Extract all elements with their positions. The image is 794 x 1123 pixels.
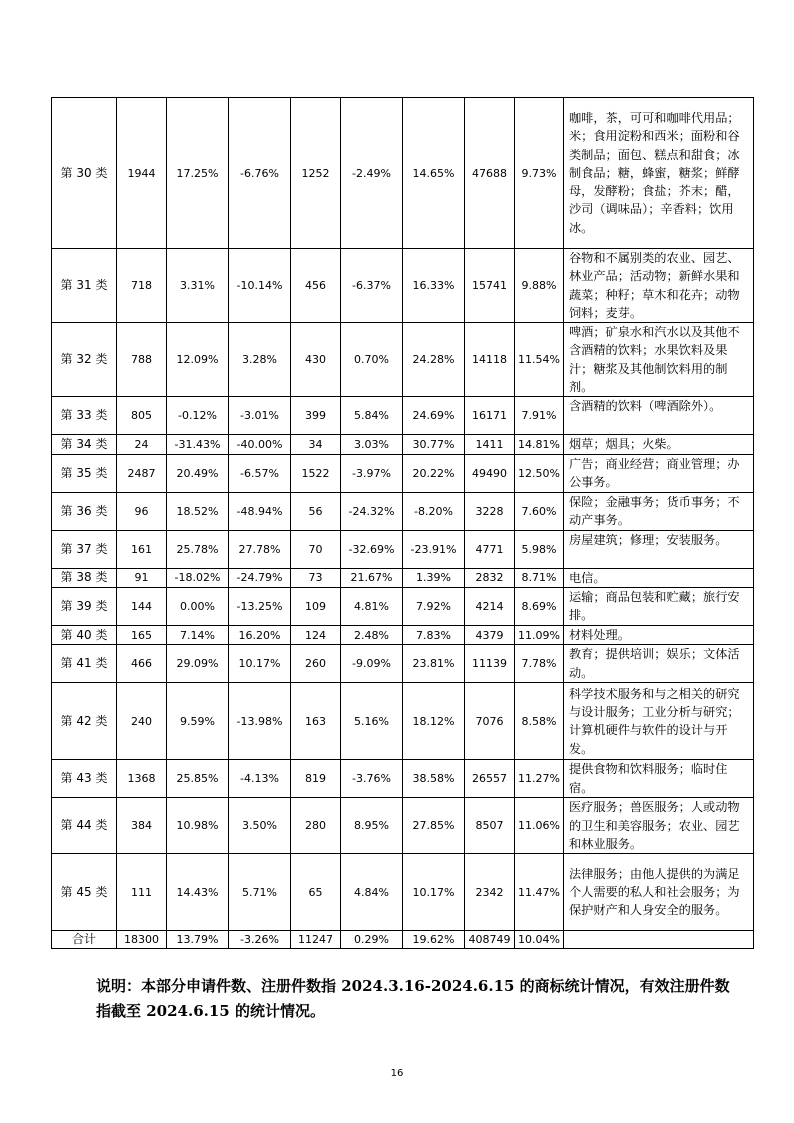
table-row — [52, 530, 754, 568]
valid-share-cell: 11.27% — [515, 760, 564, 798]
registrations-cell: 163 — [291, 683, 341, 760]
change-cell: 27.78% — [229, 530, 291, 568]
statistics-table — [51, 97, 754, 949]
growth-cell: 24.69% — [403, 397, 465, 435]
description-cell: 咖啡，茶，可可和咖啡代用品；米；食用淀粉和西米；面粉和谷类制品；面包、糕点和甜食；冰制食品；糖，蜂蜜，糖浆；鲜酵母，发酵粉；食盐；芥末；醋，沙司（调味品）；辛香料；饮用冰。 — [564, 98, 754, 249]
class-cell: 第 36 类 — [52, 492, 117, 530]
total-change: -3.26% — [229, 931, 291, 949]
description-cell: 房屋建筑；修理；安装服务。 — [564, 530, 754, 568]
description-cell: 运输；商品包装和贮藏；旅行安排。 — [564, 587, 754, 625]
page-number: 16 — [390, 1068, 404, 1079]
reg-change-cell: -24.32% — [341, 492, 403, 530]
share-cell: 9.59% — [167, 683, 229, 760]
reg-change-cell: 3.03% — [341, 435, 403, 454]
valid-registrations-cell: 47688 — [465, 98, 515, 249]
registrations-cell: 1522 — [291, 454, 341, 492]
growth-cell: -8.20% — [403, 492, 465, 530]
share-cell: 7.14% — [167, 625, 229, 644]
valid-registrations-cell: 14118 — [465, 323, 515, 397]
valid-registrations-cell: 11139 — [465, 645, 515, 683]
change-cell: -13.98% — [229, 683, 291, 760]
share-cell: 17.25% — [167, 98, 229, 249]
valid-registrations-cell: 7076 — [465, 683, 515, 760]
share-cell: 18.52% — [167, 492, 229, 530]
class-cell: 第 31 类 — [52, 249, 117, 323]
total-applications: 18300 — [117, 931, 167, 949]
valid-share-cell: 11.47% — [515, 854, 564, 931]
reg-change-cell: 8.95% — [341, 798, 403, 854]
applications-cell: 144 — [117, 587, 167, 625]
growth-cell: 24.28% — [403, 323, 465, 397]
valid-share-cell: 11.09% — [515, 625, 564, 644]
valid-registrations-cell: 4771 — [465, 530, 515, 568]
applications-cell: 240 — [117, 683, 167, 760]
total-valid-share: 10.04% — [515, 931, 564, 949]
growth-cell: -23.91% — [403, 530, 465, 568]
valid-registrations-cell: 4214 — [465, 587, 515, 625]
class-cell: 第 37 类 — [52, 530, 117, 568]
class-cell: 第 38 类 — [52, 568, 117, 587]
table-row — [52, 625, 754, 644]
reg-change-cell: 21.67% — [341, 568, 403, 587]
share-cell: 0.00% — [167, 587, 229, 625]
class-cell: 第 33 类 — [52, 397, 117, 435]
growth-cell: 30.77% — [403, 435, 465, 454]
reg-change-cell: -2.49% — [341, 98, 403, 249]
reg-change-cell: -9.09% — [341, 645, 403, 683]
growth-cell: 20.22% — [403, 454, 465, 492]
applications-cell: 2487 — [117, 454, 167, 492]
valid-share-cell: 8.58% — [515, 683, 564, 760]
change-cell: -13.25% — [229, 587, 291, 625]
growth-cell: 1.39% — [403, 568, 465, 587]
table-row — [52, 249, 754, 323]
valid-share-cell: 9.73% — [515, 98, 564, 249]
registrations-cell: 70 — [291, 530, 341, 568]
growth-cell: 27.85% — [403, 798, 465, 854]
table-row — [52, 492, 754, 530]
change-cell: 3.28% — [229, 323, 291, 397]
description-cell: 科学技术服务和与之相关的研究与设计服务；工业分析与研究；计算机硬件与软件的设计与开发。 — [564, 683, 754, 760]
table-row — [52, 435, 754, 454]
applications-cell: 384 — [117, 798, 167, 854]
table-row — [52, 798, 754, 854]
growth-cell: 23.81% — [403, 645, 465, 683]
change-cell: -40.00% — [229, 435, 291, 454]
growth-cell: 7.83% — [403, 625, 465, 644]
reg-change-cell: 5.84% — [341, 397, 403, 435]
valid-registrations-cell: 26557 — [465, 760, 515, 798]
class-cell: 第 45 类 — [52, 854, 117, 931]
reg-change-cell: 4.81% — [341, 587, 403, 625]
description-cell: 提供食物和饮料服务；临时住宿。 — [564, 760, 754, 798]
reg-change-cell: -32.69% — [341, 530, 403, 568]
description-cell: 医疗服务；兽医服务；人或动物的卫生和美容服务；农业、园艺和林业服务。 — [564, 798, 754, 854]
share-cell: -31.43% — [167, 435, 229, 454]
growth-cell: 7.92% — [403, 587, 465, 625]
growth-cell: 10.17% — [403, 854, 465, 931]
registrations-cell: 56 — [291, 492, 341, 530]
description-cell: 谷物和不属别类的农业、园艺、林业产品；活动物；新鲜水果和蔬菜；种籽；草木和花卉；动物饲料；麦芽。 — [564, 249, 754, 323]
valid-registrations-cell: 3228 — [465, 492, 515, 530]
applications-cell: 111 — [117, 854, 167, 931]
share-cell: 29.09% — [167, 645, 229, 683]
change-cell: 16.20% — [229, 625, 291, 644]
applications-cell: 96 — [117, 492, 167, 530]
total-valid-registrations: 408749 — [465, 931, 515, 949]
description-cell: 电信。 — [564, 568, 754, 587]
reg-change-cell: 5.16% — [341, 683, 403, 760]
share-cell: 14.43% — [167, 854, 229, 931]
valid-registrations-cell: 2342 — [465, 854, 515, 931]
valid-share-cell: 11.54% — [515, 323, 564, 397]
registrations-cell: 819 — [291, 760, 341, 798]
valid-share-cell: 8.69% — [515, 587, 564, 625]
table-row — [52, 323, 754, 397]
valid-registrations-cell: 1411 — [465, 435, 515, 454]
explanatory-note: 说明：本部分申请件数、注册件数指 2024.3.16-2024.6.15 的商标统计情况，有效注册件数指截至 2024.6.15 的统计情况。 — [96, 977, 730, 1020]
applications-cell: 161 — [117, 530, 167, 568]
applications-cell: 91 — [117, 568, 167, 587]
reg-change-cell: 2.48% — [341, 625, 403, 644]
change-cell: 10.17% — [229, 645, 291, 683]
class-cell: 第 32 类 — [52, 323, 117, 397]
valid-share-cell: 7.60% — [515, 492, 564, 530]
total-reg-change: 0.29% — [341, 931, 403, 949]
registrations-cell: 34 — [291, 435, 341, 454]
valid-registrations-cell: 2832 — [465, 568, 515, 587]
registrations-cell: 109 — [291, 587, 341, 625]
registrations-cell: 73 — [291, 568, 341, 587]
class-cell: 第 42 类 — [52, 683, 117, 760]
reg-change-cell: 4.84% — [341, 854, 403, 931]
registrations-cell: 1252 — [291, 98, 341, 249]
description-cell: 烟草；烟具；火柴。 — [564, 435, 754, 454]
share-cell: 10.98% — [167, 798, 229, 854]
description-cell: 啤酒；矿泉水和汽水以及其他不含酒精的饮料；水果饮料及果汁；糖浆及其他制饮料用的制剂。 — [564, 323, 754, 397]
table-row — [52, 568, 754, 587]
reg-change-cell: 0.70% — [341, 323, 403, 397]
share-cell: 3.31% — [167, 249, 229, 323]
class-cell: 第 35 类 — [52, 454, 117, 492]
table-row — [52, 760, 754, 798]
table-row — [52, 98, 754, 249]
applications-cell: 718 — [117, 249, 167, 323]
valid-share-cell: 11.06% — [515, 798, 564, 854]
growth-cell: 16.33% — [403, 249, 465, 323]
valid-registrations-cell: 15741 — [465, 249, 515, 323]
total-row — [52, 931, 754, 949]
valid-share-cell: 5.98% — [515, 530, 564, 568]
table-row — [52, 397, 754, 435]
class-cell: 第 41 类 — [52, 645, 117, 683]
total-label: 合计 — [52, 931, 117, 949]
total-description — [564, 931, 754, 949]
table-row — [52, 854, 754, 931]
description-cell: 广告；商业经营；商业管理；办公事务。 — [564, 454, 754, 492]
registrations-cell: 399 — [291, 397, 341, 435]
total-registrations: 11247 — [291, 931, 341, 949]
growth-cell: 38.58% — [403, 760, 465, 798]
class-cell: 第 43 类 — [52, 760, 117, 798]
valid-share-cell: 12.50% — [515, 454, 564, 492]
valid-registrations-cell: 4379 — [465, 625, 515, 644]
applications-cell: 1944 — [117, 98, 167, 249]
description-cell: 保险；金融事务；货币事务；不动产事务。 — [564, 492, 754, 530]
description-cell: 法律服务；由他人提供的为满足个人需要的私人和社会服务；为保护财产和人身安全的服务。 — [564, 854, 754, 931]
valid-registrations-cell: 16171 — [465, 397, 515, 435]
table-row — [52, 454, 754, 492]
total-share: 13.79% — [167, 931, 229, 949]
change-cell: -4.13% — [229, 760, 291, 798]
change-cell: -3.01% — [229, 397, 291, 435]
change-cell: -24.79% — [229, 568, 291, 587]
applications-cell: 165 — [117, 625, 167, 644]
share-cell: 12.09% — [167, 323, 229, 397]
change-cell: 3.50% — [229, 798, 291, 854]
total-growth: 19.62% — [403, 931, 465, 949]
valid-registrations-cell: 49490 — [465, 454, 515, 492]
growth-cell: 18.12% — [403, 683, 465, 760]
table-row — [52, 645, 754, 683]
applications-cell: 805 — [117, 397, 167, 435]
applications-cell: 1368 — [117, 760, 167, 798]
change-cell: -10.14% — [229, 249, 291, 323]
valid-share-cell: 7.91% — [515, 397, 564, 435]
share-cell: -18.02% — [167, 568, 229, 587]
description-cell: 教育；提供培训；娱乐；文体活动。 — [564, 645, 754, 683]
registrations-cell: 430 — [291, 323, 341, 397]
class-cell: 第 44 类 — [52, 798, 117, 854]
share-cell: 25.78% — [167, 530, 229, 568]
table-row — [52, 683, 754, 760]
share-cell: 20.49% — [167, 454, 229, 492]
growth-cell: 14.65% — [403, 98, 465, 249]
registrations-cell: 280 — [291, 798, 341, 854]
share-cell: 25.85% — [167, 760, 229, 798]
applications-cell: 466 — [117, 645, 167, 683]
valid-registrations-cell: 8507 — [465, 798, 515, 854]
reg-change-cell: -3.76% — [341, 760, 403, 798]
applications-cell: 788 — [117, 323, 167, 397]
change-cell: 5.71% — [229, 854, 291, 931]
registrations-cell: 124 — [291, 625, 341, 644]
change-cell: -48.94% — [229, 492, 291, 530]
table-row — [52, 587, 754, 625]
registrations-cell: 456 — [291, 249, 341, 323]
class-cell: 第 30 类 — [52, 98, 117, 249]
class-cell: 第 40 类 — [52, 625, 117, 644]
valid-share-cell: 8.71% — [515, 568, 564, 587]
description-cell: 含酒精的饮料（啤酒除外）。 — [564, 397, 754, 435]
valid-share-cell: 7.78% — [515, 645, 564, 683]
registrations-cell: 65 — [291, 854, 341, 931]
valid-share-cell: 9.88% — [515, 249, 564, 323]
change-cell: -6.57% — [229, 454, 291, 492]
applications-cell: 24 — [117, 435, 167, 454]
class-cell: 第 34 类 — [52, 435, 117, 454]
reg-change-cell: -6.37% — [341, 249, 403, 323]
class-cell: 第 39 类 — [52, 587, 117, 625]
reg-change-cell: -3.97% — [341, 454, 403, 492]
share-cell: -0.12% — [167, 397, 229, 435]
description-cell: 材料处理。 — [564, 625, 754, 644]
change-cell: -6.76% — [229, 98, 291, 249]
registrations-cell: 260 — [291, 645, 341, 683]
valid-share-cell: 14.81% — [515, 435, 564, 454]
